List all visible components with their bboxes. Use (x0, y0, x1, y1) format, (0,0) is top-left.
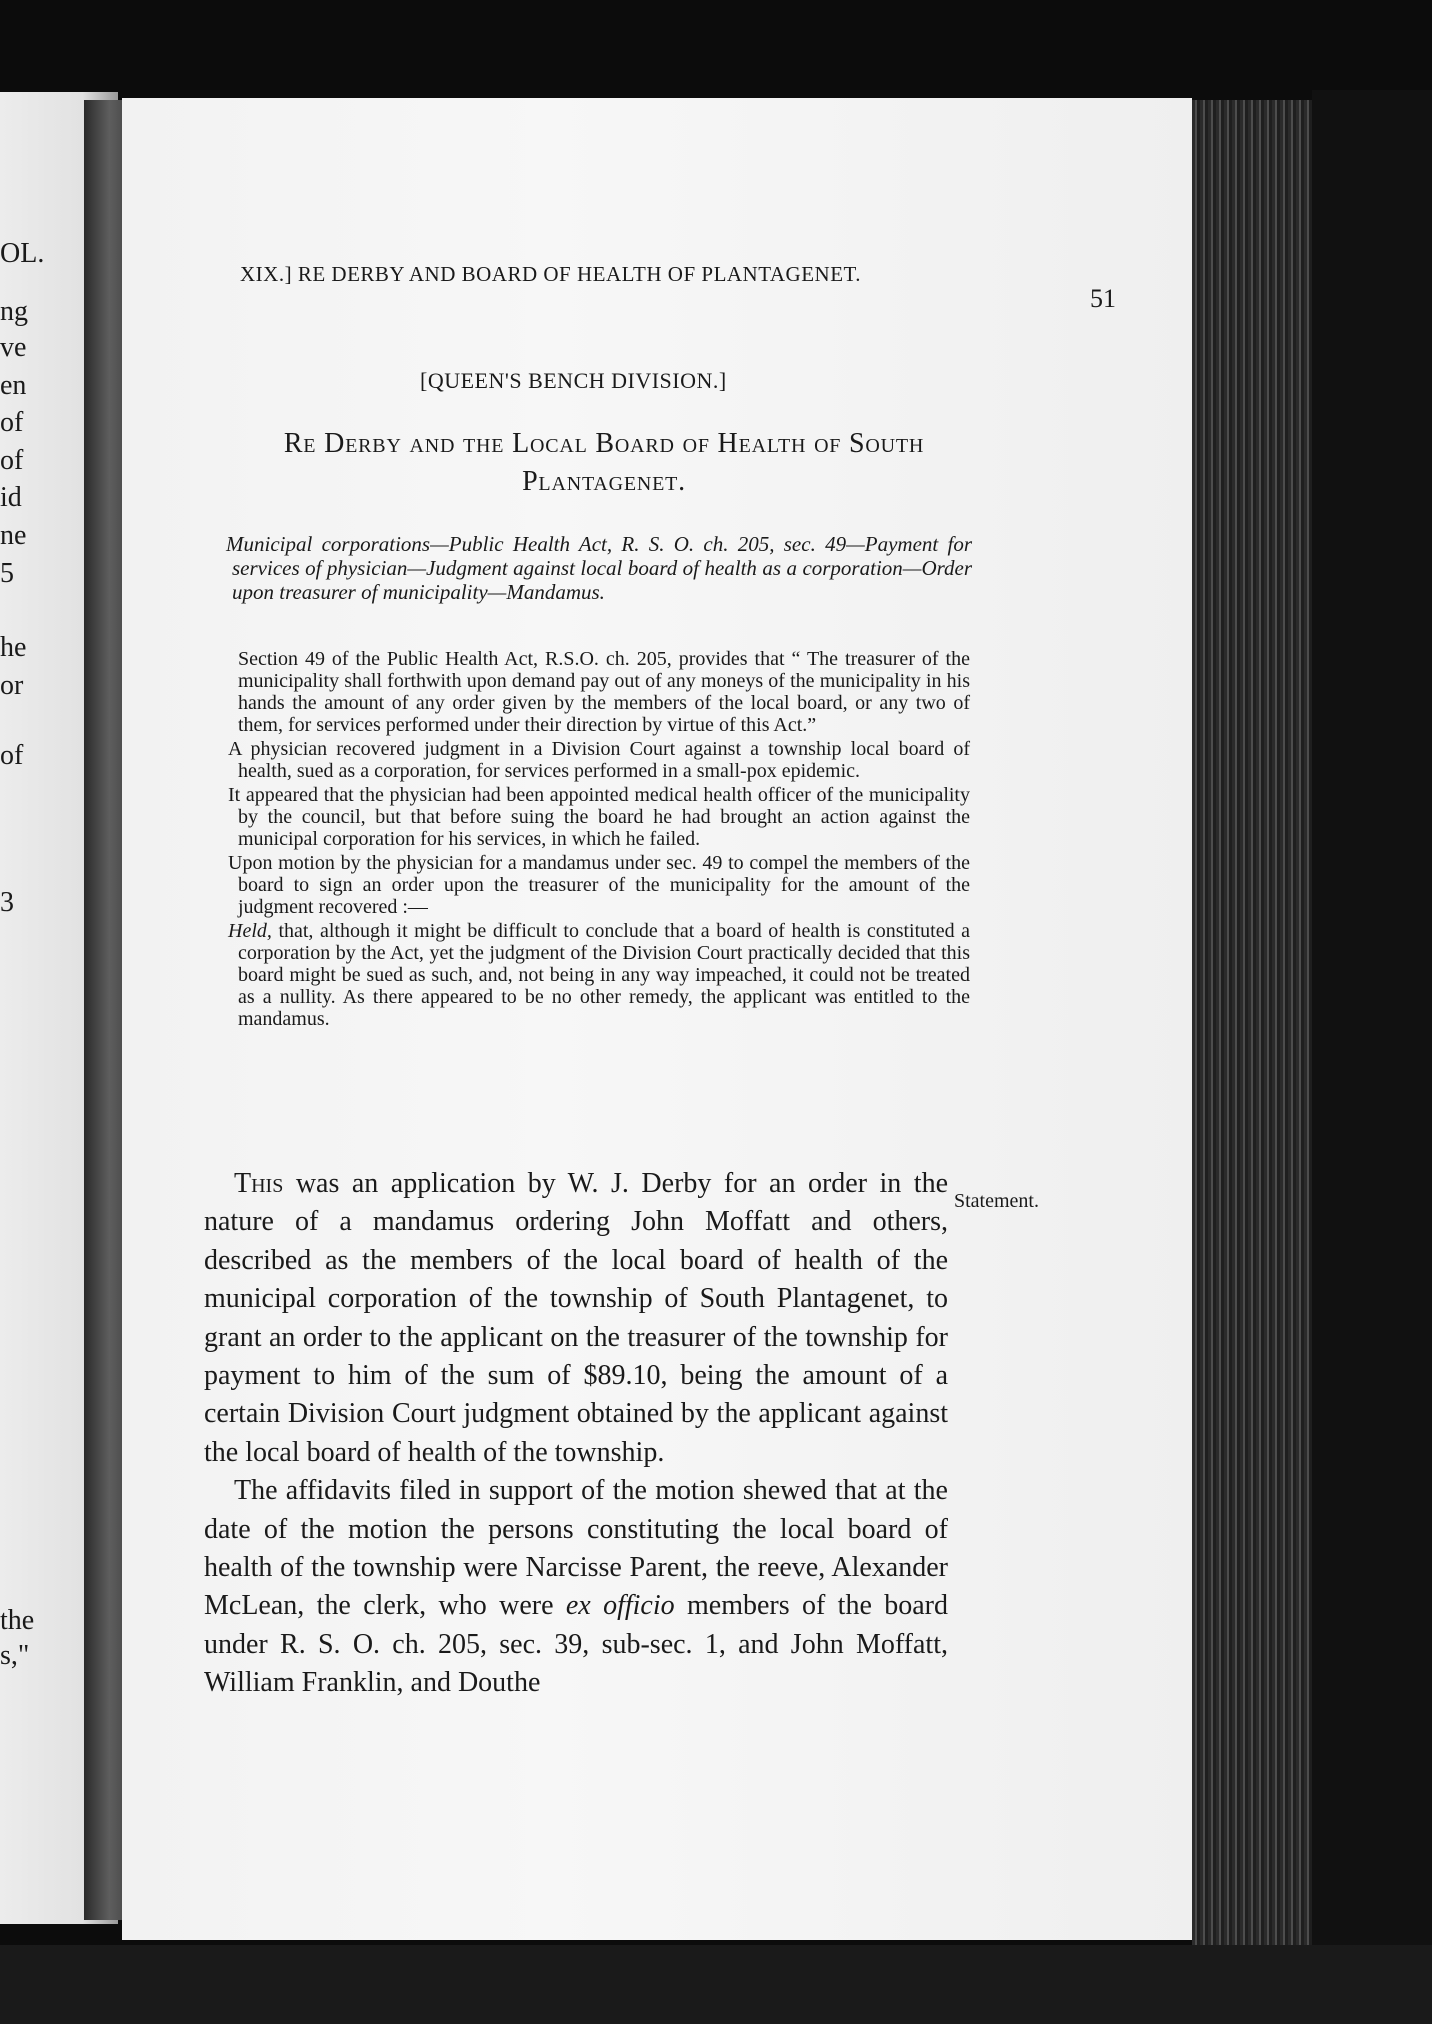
facing-page-fragment: OL. (0, 238, 45, 269)
facing-page-fragment: ne (0, 520, 27, 551)
headnote-para: Upon motion by the physician for a mandamus under sec. 49 to compel the members of the board to sign an order upon the treasurer of the municipality for the amount of the judgment recovered :— (228, 852, 970, 918)
facing-page-fragment: 3 (0, 887, 14, 918)
background-shadow (1312, 90, 1432, 1950)
body-lead: This (234, 1168, 284, 1199)
headnote-para-held (224, 920, 970, 1030)
facing-page-fragment: id (0, 482, 22, 513)
headnote (224, 648, 970, 1032)
background-bottom (0, 1945, 1432, 2024)
facing-page-fragment: the (0, 1605, 35, 1636)
facing-page-fragment: ng (0, 296, 28, 327)
headnote-para: Section 49 of the Public Health Act, R.S.O. ch. 205, provides that “ The treasurer of the municipality shall forthwith upon demand pay out of any moneys of the municipality in his hands the amount of any order given by the members of the local board, or any two of them, for services performed under their direction by virtue of this Act.” (238, 648, 970, 736)
body-italic: ex officio (565, 1590, 675, 1622)
opinion-body (204, 1165, 948, 1703)
headnote-para: It appeared that the physician had been appointed medical health officer of the municipality by the council, but that before suing the board he had brought an action against the municipal corporation for his services, in which he failed. (228, 784, 970, 850)
facing-page-fragment: ve (0, 332, 27, 363)
body-text: was an application by W. J. Derby for an order in the nature of a mandamus ordering John Moffatt and others, described as the members of the local board of health of the municipal corporation of the township of South Plantagenet, to grant an order to the applicant on the treasurer of the township for payment to him of the sum of $89.10, being the amount of a certain Division Court judgment obtained by the applicant against the local board of health of the township. (204, 1168, 948, 1468)
running-head: XIX.] RE DERBY AND BOARD OF HEALTH OF PLANTAGENET. (240, 262, 862, 286)
held-label: Held, (228, 920, 272, 942)
facing-page-fragment: en (0, 370, 27, 401)
facing-page-fragment: of (0, 740, 24, 771)
case-title: Re Derby and the Local Board of Health of South Plantagenet. (283, 428, 925, 497)
facing-page-fragment: or (0, 670, 24, 701)
body-text: members of the board under R. S. O. ch. 205, sec. 39, sub-sec. 1, and John Moffatt, William Franklin, and Douthe (204, 1590, 948, 1699)
facing-page-fragment: 5 (0, 558, 14, 589)
facing-page-fragment: s," (0, 1640, 30, 1671)
headnote-para: A physician recovered judgment in a Division Court against a township local board of health, sued as a corporation, for services performed in a small-pox epidemic. (228, 738, 970, 782)
facing-page-fragment: he (0, 632, 27, 663)
facing-page-fragment: of (0, 445, 24, 476)
body-text: The affidavits filed in support of the motion shewed that at the date of the motion the persons constituting the local board of health of the township were Narcisse Parent, the reeve, Alexander McLean, the clerk, who were (204, 1475, 948, 1622)
margin-note: Statement. (954, 1190, 1039, 1212)
court-heading: [QUEEN'S BENCH DIVISION.] (420, 368, 727, 393)
body-paragraph (204, 1472, 948, 1702)
catchwords: Municipal corporations—Public Health Act, R. S. O. ch. 205, sec. 49—Payment for services of physician—Judgment against local board of health as a corporation—Order upon treasurer of municipality—Mandamus. (226, 532, 972, 604)
body-paragraph (204, 1165, 948, 1472)
page-number: 51 (1090, 284, 1116, 313)
facing-page-fragment: of (0, 407, 24, 438)
page-edges (1192, 100, 1312, 1945)
held-text: that, although it might be difficult to conclude that a board of health is constituted a corporation by the Act, yet the judgment of the Division Court practically decided that this board might be sued as such, and, not being in any way impeached, it could not be treated as a nullity. As there appeared to be no other remedy, the applicant was entitled to the mandamus. (238, 920, 970, 1030)
